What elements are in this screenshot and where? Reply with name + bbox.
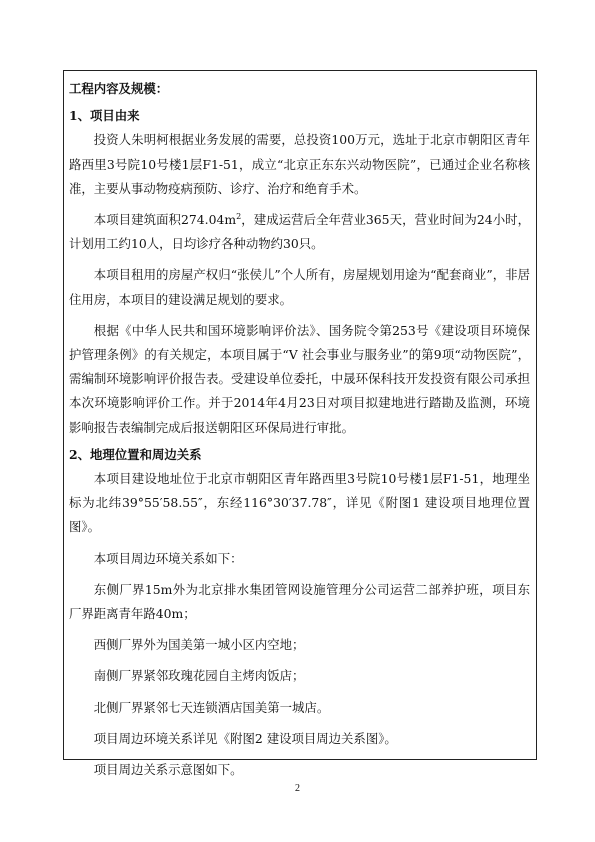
paragraph-north-side: 北侧厂界紧邻七天连锁酒店国美第一城店。 <box>93 699 330 715</box>
heading-location: 2、地理位置和周边关系 <box>69 446 202 462</box>
section-title: 工程内容及规模： <box>69 81 169 96</box>
heading-project-origin: 1、项目由来 <box>69 108 140 124</box>
paragraph-east-side: 东侧厂界15m外为北京排水集团管网设施管理分公司运营二部养护班，项目东厂界距离青年路40m； <box>69 581 530 622</box>
paragraph-area <box>69 208 530 256</box>
area-superscript: 2 <box>236 211 242 221</box>
paragraph-regulations: 根据《中华人民共和国环境影响评价法》、国务院令第253号《建设项目环境保护管理条例》的有关规定，本项目属于“V 社会事业与服务业”的第9项“动物医院”，需编制环境影响评价报告表。受建设单位委托，中晟环保科技开发投资有限公司承担本次环境影响评价工作。并于2014年4月23日对项目拟建地进行踏勘及监测，环境影响报告表编制完成后报送朝阳区环保局进行审批。 <box>69 322 530 435</box>
area-text-rest: ，建成运营后全年营业365天，营业时间为24小时，计划用工约10人，日均诊疗各种动物约30只。 <box>69 212 531 252</box>
paragraph-figure-reference: 项目周边环境关系详见《附图2 建设项目周边关系图》。 <box>93 730 397 746</box>
paragraph-diagram-intro: 项目周边关系示意图如下。 <box>93 762 243 778</box>
paragraph-property: 本项目租用的房屋产权归“张侯儿”个人所有，房屋规划用途为“配套商业”，非居住用房，本项目的建设满足规划的要求。 <box>69 267 530 307</box>
area-text: 本项目建筑面积274.04m <box>93 212 237 228</box>
paragraph-west-side: 西侧厂界外为国美第一城小区内空地； <box>93 637 305 653</box>
paragraph-investment: 投资人朱明柯根据业务发展的需要，总投资100万元，选址于北京市朝阳区青年路西里3号院10号楼1层F1-51，成立“北京正东东兴动物医院”，已通过企业名称核准，主要从事动物疫病预防、诊疗、治疗和绝育手术。 <box>69 132 530 196</box>
document-body <box>69 77 530 782</box>
paragraph-address: 本项目建设地址位于北京市朝阳区青年路西里3号院10号楼1层F1-51，地理坐标为北纬39°55′58.55″，东经116°30′37.78″，详见《附图1 建设项目地理位置图》。 <box>69 471 530 535</box>
content-frame <box>63 70 537 778</box>
page-number: 2 <box>295 783 300 794</box>
paragraph-surroundings-intro: 本项目周边环境关系如下： <box>93 550 243 566</box>
paragraph-south-side: 南侧厂界紧邻玫瑰花园自主烤肉饭店； <box>93 668 305 684</box>
